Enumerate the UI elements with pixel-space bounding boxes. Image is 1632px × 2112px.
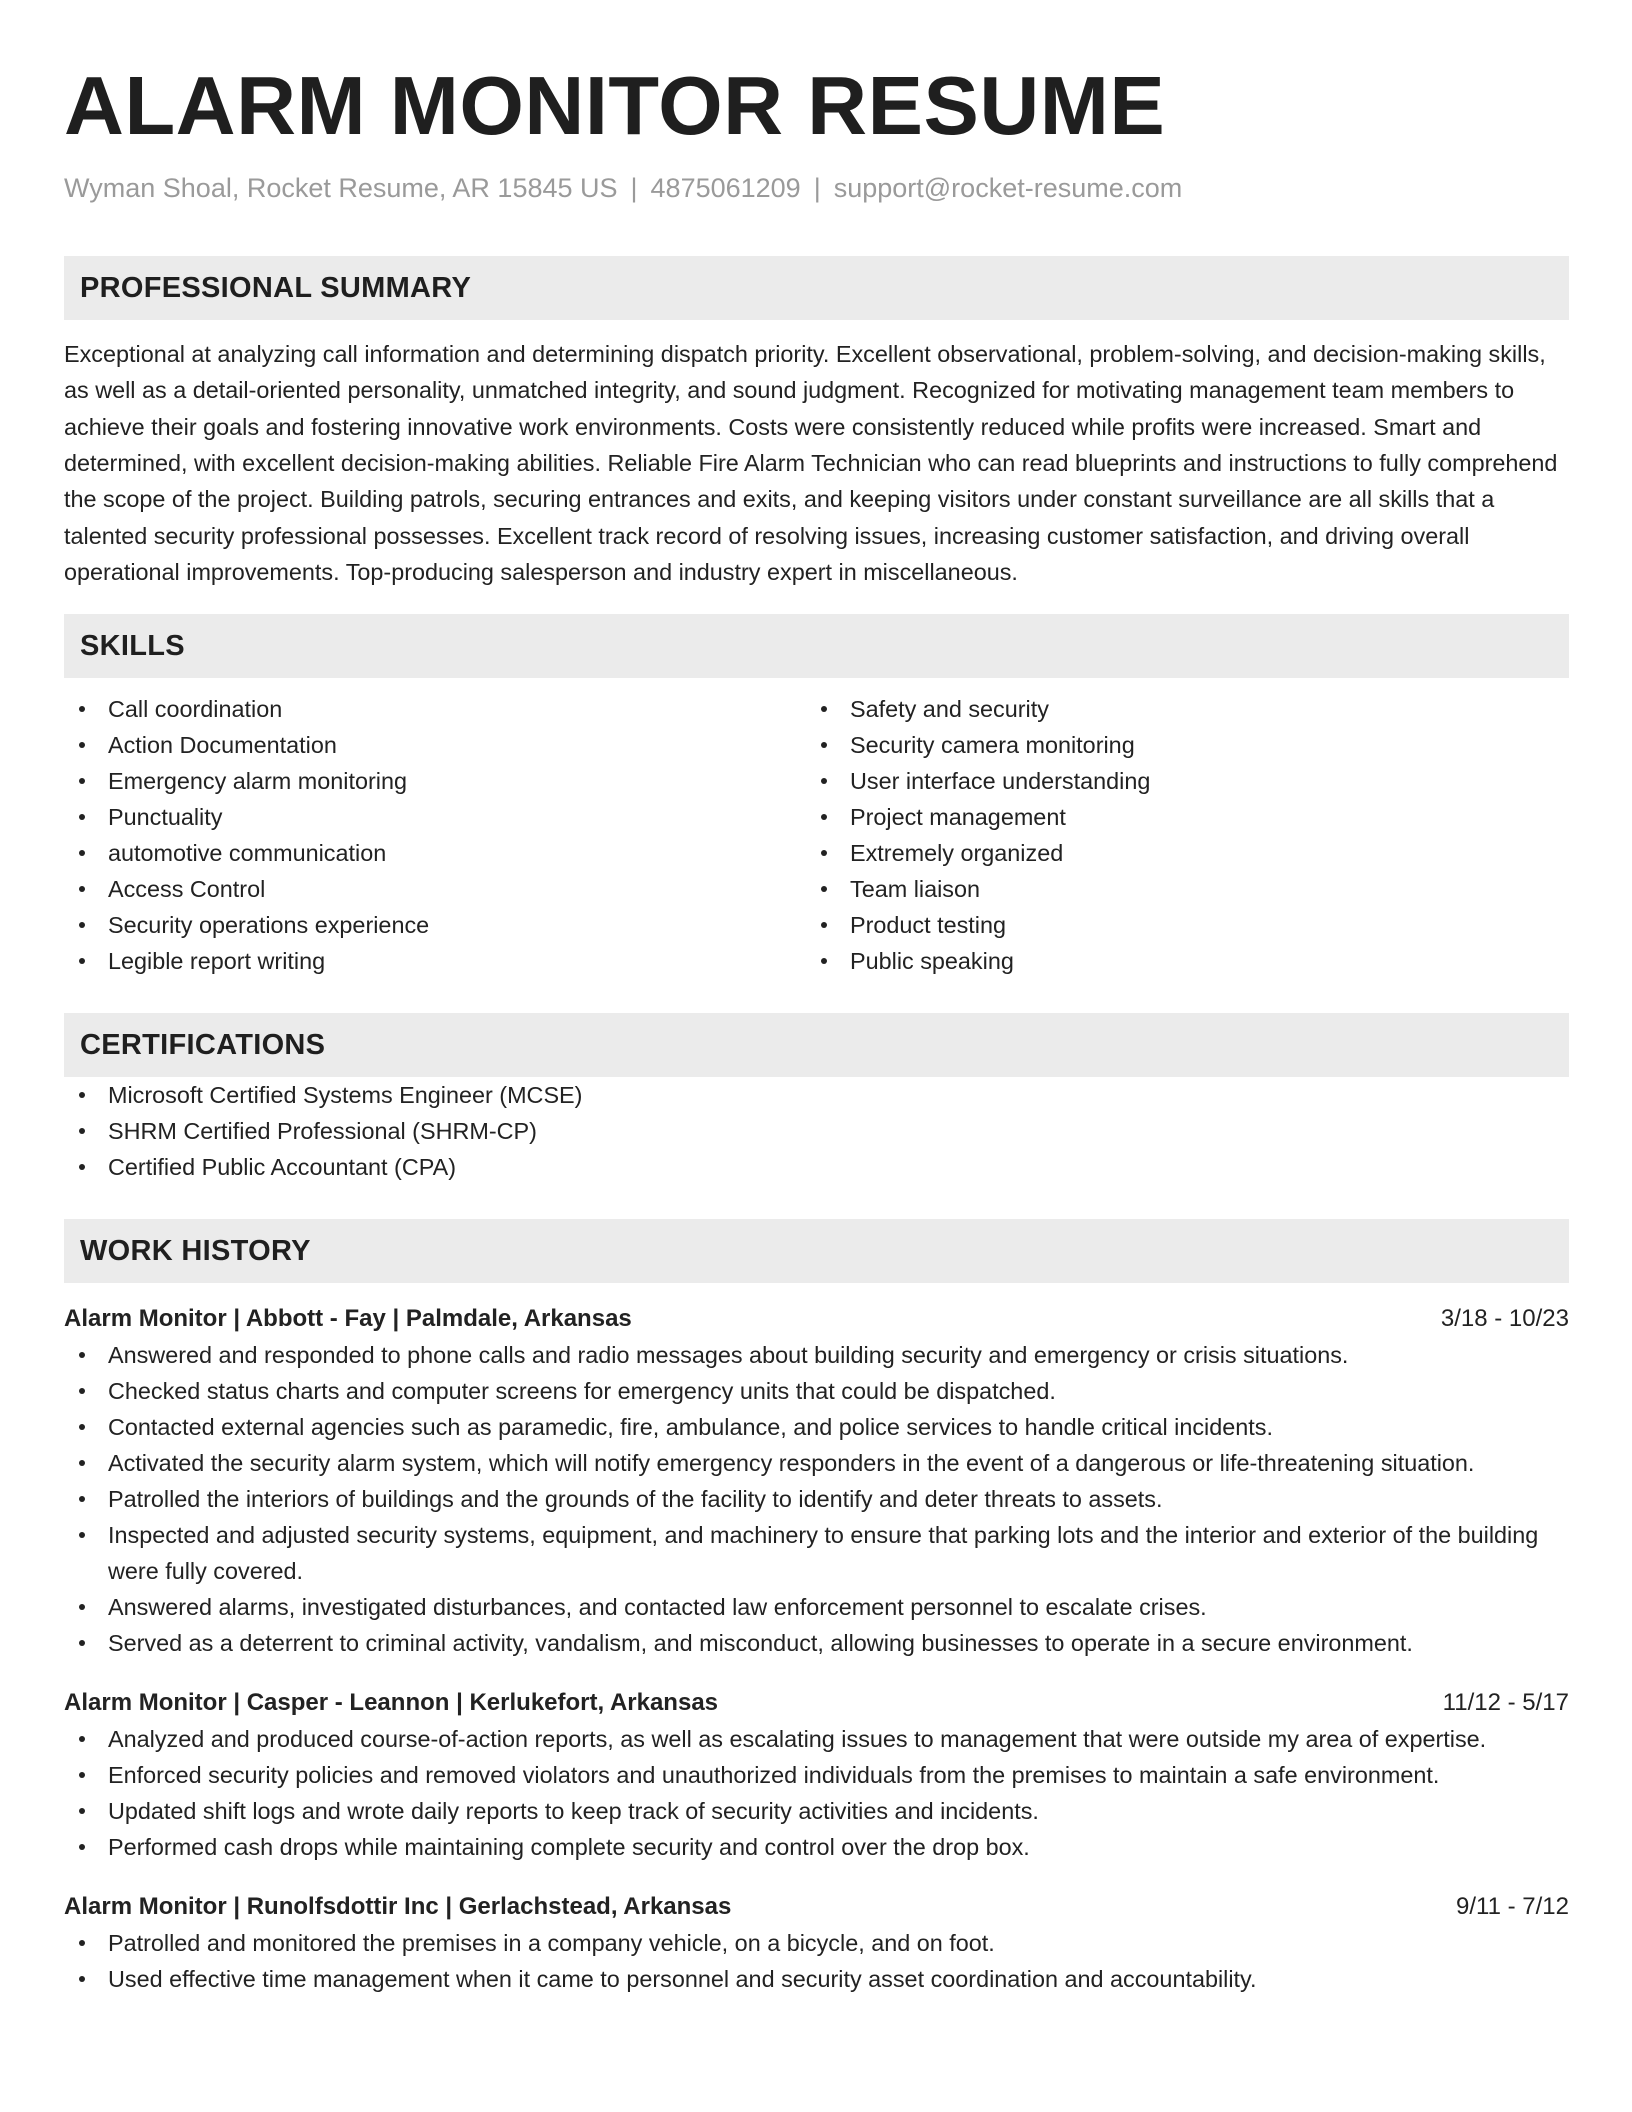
skill-item: Call coordination: [64, 691, 806, 727]
job-header: [64, 1301, 1569, 1337]
job-dates: 3/18 - 10/23: [1440, 1305, 1569, 1333]
section-heading-skills: SKILLS: [64, 614, 1569, 678]
job-duty-item: Answered alarms, investigated disturbances, and contacted law enforcement personnel to escalate crises.: [64, 1589, 1569, 1625]
contact-line: [64, 171, 1569, 206]
resume-title: ALARM MONITOR RESUME: [64, 59, 1166, 152]
section-heading-summary: PROFESSIONAL SUMMARY: [64, 256, 1569, 320]
job-duty-item: Patrolled the interiors of buildings and the grounds of the facility to identify and deter threats to assets.: [64, 1481, 1569, 1517]
job-duty-item: Analyzed and produced course-of-action reports, as well as escalating issues to management that were outside my area of expertise.: [64, 1721, 1569, 1757]
job-duty-item: Answered and responded to phone calls and radio messages about building security and emergency or crisis situations.: [64, 1337, 1569, 1373]
job-title: Alarm Monitor | Abbott - Fay | Palmdale, Arkansas: [64, 1305, 632, 1333]
job-entry: [64, 1685, 1569, 1865]
job-duty-item: Enforced security policies and removed violators and unauthorized individuals from the premises to maintain a safe environment.: [64, 1757, 1569, 1793]
certification-item: SHRM Certified Professional (SHRM-CP): [64, 1113, 1569, 1149]
skill-item: Project management: [806, 799, 1548, 835]
skill-item: Security operations experience: [64, 907, 806, 943]
skill-item: Legible report writing: [64, 943, 806, 979]
skills-left-list: [64, 691, 806, 979]
job-entry: [64, 1301, 1569, 1661]
job-duty-item: Inspected and adjusted security systems, equipment, and machinery to ensure that parking lots and the interior and exterior of the building were fully covered.: [64, 1517, 1569, 1589]
job-duty-item: Checked status charts and computer screens for emergency units that could be dispatched.: [64, 1373, 1569, 1409]
job-title: Alarm Monitor | Casper - Leannon | Kerlukefort, Arkansas: [64, 1689, 719, 1717]
contact-separator: |: [813, 173, 821, 203]
certification-item: Certified Public Accountant (CPA): [64, 1149, 1569, 1185]
skill-item: automotive communication: [64, 835, 806, 871]
skill-item: Product testing: [806, 907, 1548, 943]
job-duties-list: [64, 1721, 1569, 1865]
certifications-list: [64, 1077, 1569, 1185]
job-duties-list: [64, 1337, 1569, 1661]
skill-item: Extremely organized: [806, 835, 1548, 871]
work-history-list: [64, 1301, 1569, 1997]
job-dates: 11/12 - 5/17: [1442, 1689, 1569, 1717]
job-header: [64, 1685, 1569, 1721]
contact-phone: 4875061209: [650, 173, 801, 203]
skill-item: Security camera monitoring: [806, 727, 1548, 763]
job-duty-item: Patrolled and monitored the premises in a company vehicle, on a bicycle, and on foot.: [64, 1925, 1569, 1961]
job-duties-list: [64, 1925, 1569, 1997]
summary-text: Exceptional at analyzing call information and determining dispatch priority. Excellent observational, problem-solving, and decision-making skills, as well as a detail-oriented personality, unmatched integrity, and sound judgment. Recognized for motivating management team members to achieve their goals and fostering innovative work environments. Costs were consistently reduced while profits were increased. Smart and determined, with excellent decision-making abilities. Reliable Fire Alarm Technician who can read blueprints and instructions to fully comprehend the scope of the project. Building patrols, securing entrances and exits, and keeping visitors under constant surveillance are all skills that a talented security professional possesses. Excellent track record of resolving issues, increasing customer satisfaction, and driving overall operational improvements. Top-producing salesperson and industry expert in miscellaneous.: [64, 341, 1558, 585]
job-duty-item: Updated shift logs and wrote daily reports to keep track of security activities and incidents.: [64, 1793, 1569, 1829]
skill-item: Safety and security: [806, 691, 1548, 727]
skill-item: Punctuality: [64, 799, 806, 835]
job-dates: 9/11 - 7/12: [1456, 1893, 1569, 1921]
contact-address: Wyman Shoal, Rocket Resume, AR 15845 US: [64, 173, 618, 203]
skill-item: Action Documentation: [64, 727, 806, 763]
job-title: Alarm Monitor | Runolfsdottir Inc | Gerlachstead, Arkansas: [64, 1893, 732, 1921]
skill-item: Access Control: [64, 871, 806, 907]
skill-item: Emergency alarm monitoring: [64, 763, 806, 799]
skill-item: User interface understanding: [806, 763, 1548, 799]
job-duty-item: Performed cash drops while maintaining complete security and control over the drop box.: [64, 1829, 1569, 1865]
contact-email: support@rocket-resume.com: [833, 173, 1183, 203]
skills-column-left: [64, 691, 806, 979]
contact-separator: |: [630, 173, 638, 203]
job-duty-item: Used effective time management when it came to personnel and security asset coordination and accountability.: [64, 1961, 1569, 1997]
job-header: [64, 1889, 1569, 1925]
skills-right-list: [806, 691, 1548, 979]
skills-list: [64, 691, 1569, 979]
section-heading-certifications: CERTIFICATIONS: [64, 1013, 1569, 1077]
certification-item: Microsoft Certified Systems Engineer (MCSE): [64, 1077, 1569, 1113]
skill-item: Team liaison: [806, 871, 1548, 907]
job-duty-item: Served as a deterrent to criminal activity, vandalism, and misconduct, allowing businesses to operate in a secure environment.: [64, 1625, 1569, 1661]
job-entry: [64, 1889, 1569, 1997]
section-heading-work-history: WORK HISTORY: [64, 1219, 1569, 1283]
job-duty-item: Activated the security alarm system, which will notify emergency responders in the event of a dangerous or life-threatening situation.: [64, 1445, 1569, 1481]
skill-item: Public speaking: [806, 943, 1548, 979]
job-duty-item: Contacted external agencies such as paramedic, fire, ambulance, and police services to handle critical incidents.: [64, 1409, 1569, 1445]
skills-column-right: [806, 691, 1548, 979]
